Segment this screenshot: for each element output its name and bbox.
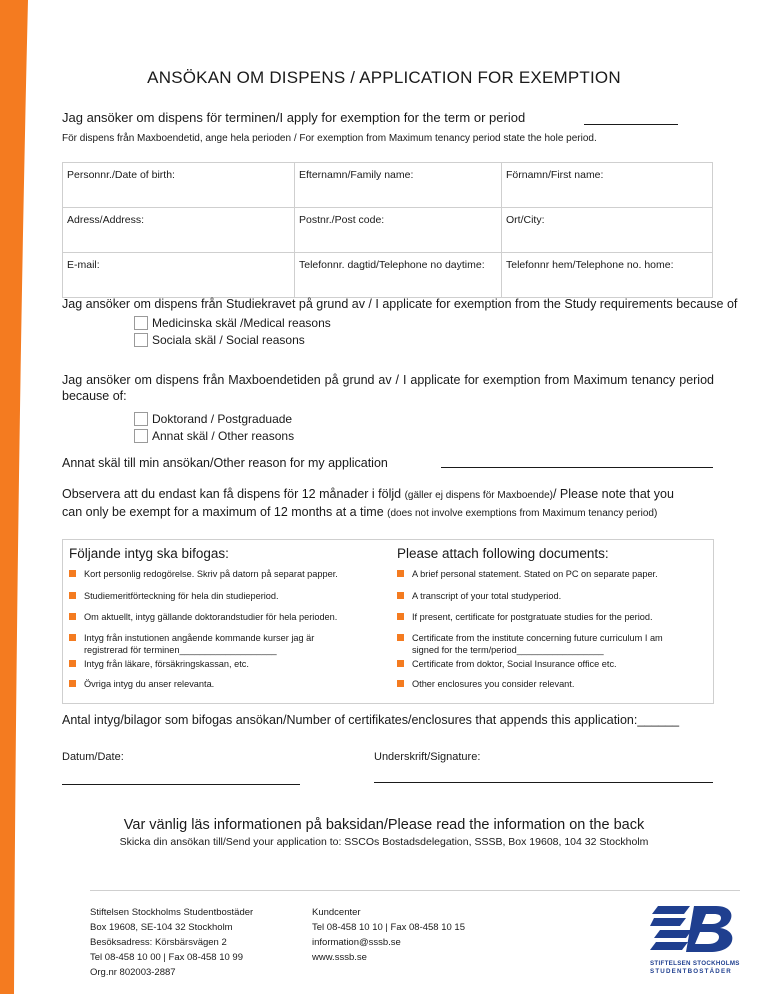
list-item-text: Kort personlig redogörelse. Skriv på datorn på separat papper. bbox=[84, 569, 338, 579]
footer-line: Tel 08-458 10 10 | Fax 08-458 10 15 bbox=[312, 922, 465, 933]
documents-box bbox=[62, 539, 714, 704]
table-row bbox=[63, 208, 713, 253]
list-item-text: If present, certificate for postgratuate studies for the period. bbox=[412, 612, 653, 622]
documents-heading-en: Please attach following documents: bbox=[397, 546, 609, 561]
list-item-line: Certificate from the institute concerning future curriculum I am bbox=[412, 633, 663, 643]
other-reasons-checkbox[interactable] bbox=[134, 429, 148, 443]
list-item-text: Certificate from doktor, Social Insurance office etc. bbox=[412, 659, 617, 669]
notice-text: (does not involve exemptions from Maximum tenancy period) bbox=[387, 508, 658, 519]
daytime-phone-field[interactable]: Telefonnr. dagtid/Telephone no daytime: bbox=[295, 253, 502, 298]
post-code-field[interactable]: Postnr./Post code: bbox=[295, 208, 502, 253]
personal-info-table bbox=[62, 162, 713, 298]
logo-wordmark-line: STUDENTBOSTÄDER bbox=[650, 968, 732, 975]
list-item-text: Övriga intyg du anser relevanta. bbox=[84, 679, 215, 689]
signature-label: Underskrift/Signature: bbox=[374, 751, 481, 763]
list-item bbox=[69, 568, 338, 580]
social-reasons-label: Sociala skäl / Social reasons bbox=[152, 333, 305, 347]
list-item-text: Intyg från läkare, försäkringskassan, etc. bbox=[84, 659, 249, 669]
list-item-text: Studiemeritförteckning för hela din studieperiod. bbox=[84, 591, 279, 601]
postgraduate-checkbox[interactable] bbox=[134, 412, 148, 426]
footer-line: Besöksadress: Körsbärsvägen 2 bbox=[90, 937, 227, 948]
logo-wordmark-line: STIFTELSEN STOCKHOLMS bbox=[650, 960, 740, 967]
home-phone-field[interactable]: Telefonnr hem/Telephone no. home: bbox=[502, 253, 713, 298]
list-item-line: registrerad för terminen___________________ bbox=[84, 645, 277, 655]
bullet-square-icon bbox=[69, 680, 76, 687]
logo-wordmark bbox=[650, 960, 740, 976]
enclosures-count-field[interactable]: Antal intyg/bilagor som bifogas ansökan/Number of certifikates/enclosures that appends this application:______ bbox=[62, 713, 680, 727]
social-reasons-option[interactable] bbox=[134, 333, 305, 347]
medical-reasons-checkbox[interactable] bbox=[134, 316, 148, 330]
list-item-text bbox=[412, 632, 663, 656]
postgraduate-label: Doktorand / Postgraduade bbox=[152, 412, 293, 426]
bullet-square-icon bbox=[69, 592, 76, 599]
footer-divider bbox=[90, 890, 740, 891]
date-label: Datum/Date: bbox=[62, 751, 124, 763]
list-item bbox=[397, 632, 663, 656]
bullet-square-icon bbox=[69, 660, 76, 667]
bullet-square-icon bbox=[69, 613, 76, 620]
list-item bbox=[397, 658, 617, 670]
list-item-line: signed for the term/period_________________ bbox=[412, 645, 604, 655]
footer-line: Stiftelsen Stockholms Studentbostäder bbox=[90, 907, 254, 918]
read-back-notice: Var vänlig läs informationen på baksidan/Please read the information on the back bbox=[123, 817, 645, 833]
tenancy-intro: Jag ansöker om dispens från Maxboendetiden på grund av / I applicate for exemption from Maximum tenancy period because of: bbox=[62, 373, 714, 403]
medical-reasons-option[interactable] bbox=[134, 316, 331, 330]
notice-text: (gäller ej dispens för Maxboende) bbox=[404, 490, 553, 501]
email-field[interactable]: E-mail: bbox=[63, 253, 295, 298]
list-item bbox=[69, 658, 249, 670]
footer-organization-info bbox=[90, 905, 253, 980]
maxboende-note: För dispens från Maxboendetid, ange hela perioden / For exemption from Maximum tenancy period state the hole period. bbox=[62, 133, 597, 144]
list-item-text: Om aktuellt, intyg gällande doktorandstudier för hela perioden. bbox=[84, 612, 338, 622]
other-reason-input-line[interactable] bbox=[441, 467, 713, 468]
bullet-square-icon bbox=[69, 570, 76, 577]
list-item bbox=[397, 611, 653, 623]
list-item-text: A brief personal statement. Stated on PC on separate paper. bbox=[412, 569, 658, 579]
footer-line: Box 19608, SE-104 32 Stockholm bbox=[90, 922, 233, 933]
page-title: ANSÖKAN OM DISPENS / APPLICATION FOR EXEMPTION bbox=[147, 68, 621, 87]
family-name-field[interactable]: Efternamn/Family name: bbox=[295, 163, 502, 208]
postgraduate-option[interactable] bbox=[134, 412, 292, 426]
list-item-text: A transcript of your total studyperiod. bbox=[412, 591, 562, 601]
study-requirement-intro: Jag ansöker om dispens från Studiekravet på grund av / I applicate for exemption from the Study requirements because of bbox=[62, 297, 738, 311]
notice-text: can only be exempt for a maximum of 12 months at a time bbox=[62, 505, 388, 519]
address-field[interactable]: Adress/Address: bbox=[63, 208, 295, 253]
bullet-square-icon bbox=[397, 660, 404, 667]
notice-text: Observera att du endast kan få dispens för 12 månader i följd bbox=[62, 487, 405, 501]
list-item bbox=[397, 568, 658, 580]
footer-website-link[interactable]: www.sssb.se bbox=[312, 952, 367, 963]
first-name-field[interactable]: Förnamn/First name: bbox=[502, 163, 713, 208]
send-to-address: Skicka din ansökan till/Send your application to: SSCOs Bostadsdelegation, SSSB, Box 19608, 104 32 Stockholm bbox=[119, 836, 649, 848]
list-item bbox=[397, 678, 574, 690]
exemption-notice bbox=[62, 486, 674, 522]
other-reasons-label: Annat skäl / Other reasons bbox=[152, 429, 295, 443]
table-row bbox=[63, 253, 713, 298]
bullet-square-icon bbox=[397, 613, 404, 620]
medical-reasons-label: Medicinska skäl /Medical reasons bbox=[152, 316, 331, 330]
bullet-square-icon bbox=[397, 592, 404, 599]
footer-line: Tel 08-458 10 00 | Fax 08-458 10 99 bbox=[90, 952, 243, 963]
bullet-square-icon bbox=[397, 634, 404, 641]
list-item-text: Other enclosures you consider relevant. bbox=[412, 679, 575, 689]
footer-line: Kundcenter bbox=[312, 907, 361, 918]
bullet-square-icon bbox=[397, 570, 404, 577]
list-item-line: Intyg från instutionen angående kommande kurser jag är bbox=[84, 633, 315, 643]
documents-heading-sv: Följande intyg ska bifogas: bbox=[69, 546, 229, 561]
sssb-logo bbox=[650, 904, 740, 975]
birthdate-field[interactable]: Personnr./Date of birth: bbox=[63, 163, 295, 208]
list-item-text bbox=[84, 632, 314, 656]
footer-customer-center bbox=[312, 905, 465, 965]
term-input-line[interactable] bbox=[584, 124, 678, 125]
signature-input-line[interactable] bbox=[374, 782, 713, 783]
city-field[interactable]: Ort/City: bbox=[502, 208, 713, 253]
list-item bbox=[69, 590, 279, 602]
table-row bbox=[63, 163, 713, 208]
other-reasons-option[interactable] bbox=[134, 429, 294, 443]
list-item bbox=[69, 632, 314, 656]
date-input-line[interactable] bbox=[62, 784, 300, 785]
notice-text: / Please note that you bbox=[552, 487, 674, 501]
term-line: Jag ansöker om dispens för terminen/I apply for exemption for the term or period bbox=[62, 110, 526, 125]
sssb-logo-mark-icon bbox=[650, 904, 740, 954]
list-item bbox=[69, 611, 337, 623]
social-reasons-checkbox[interactable] bbox=[134, 333, 148, 347]
list-item bbox=[397, 590, 561, 602]
footer-line: Org.nr 802003-2887 bbox=[90, 967, 176, 978]
list-item bbox=[69, 678, 214, 690]
bullet-square-icon bbox=[397, 680, 404, 687]
bullet-square-icon bbox=[69, 634, 76, 641]
footer-email-link[interactable]: information@sssb.se bbox=[312, 937, 401, 948]
other-reason-label: Annat skäl till min ansökan/Other reason for my application bbox=[62, 456, 388, 470]
